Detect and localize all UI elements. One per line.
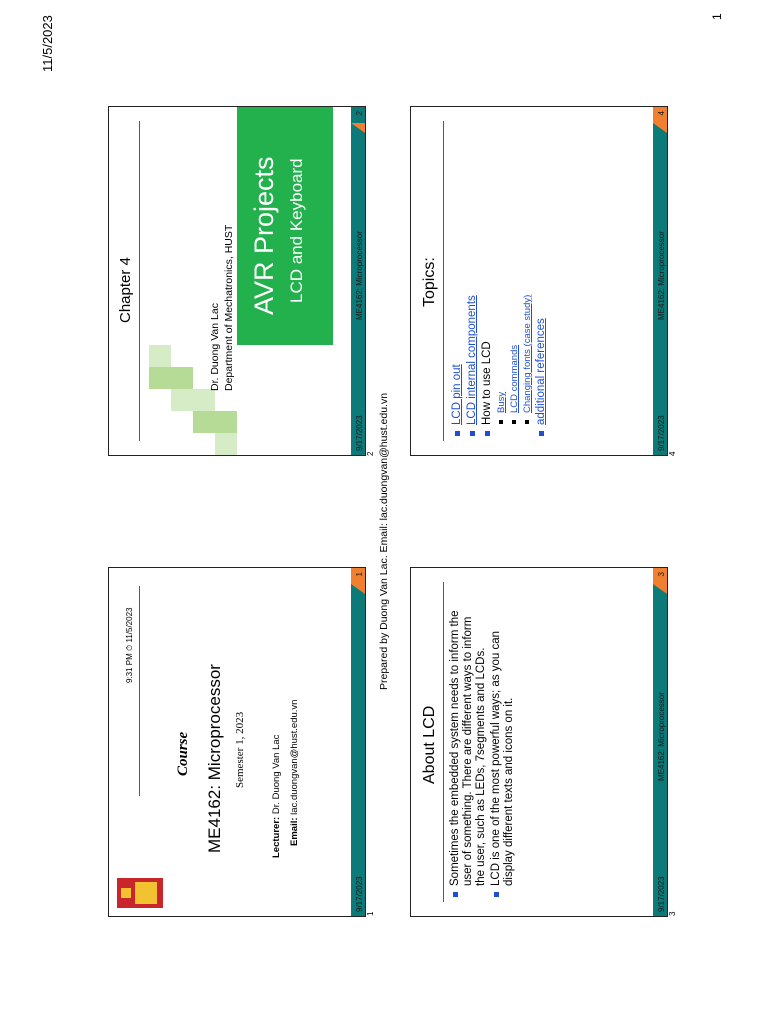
slide-2-department: Department of Mechatronics, HUST (223, 224, 235, 391)
slide-1-footer-page: 1 (355, 572, 364, 577)
slide-4-footer-course: ME4162: Microprocessor (657, 231, 666, 320)
slide-1-number-label: 1 (366, 911, 375, 916)
slide-2 (108, 106, 366, 456)
slide-4-footer (653, 107, 667, 455)
slide-2-author: Dr. Duong Van Lac (209, 303, 221, 391)
slide-1-time-line: 9:31 PM ⏱ 11/5/2023 (125, 607, 134, 683)
slide-3 (410, 567, 668, 917)
slide-1-course-label: Course (175, 731, 191, 776)
slide-4-footer-page: 4 (657, 111, 666, 116)
slide-3-bullets (449, 598, 518, 898)
slide-1-title: ME4162: Microprocessor (205, 664, 224, 853)
slide-3-rule (443, 582, 444, 902)
slide-2-footer (351, 107, 365, 455)
topic-link-lcd-commands[interactable]: LCD commands (509, 344, 520, 413)
slide-2-rule (139, 121, 140, 441)
bullet-item: Sometimes the embedded system needs to inform the user of something. There are different ways to inform the user, such as LEDs, 7segments and LCDs. (449, 598, 488, 898)
decor-square (149, 345, 171, 367)
subtopic-item[interactable] (496, 137, 507, 437)
lecturer-email: lac.duongvan@hust.edu.vn (289, 699, 300, 815)
slide-4 (410, 106, 668, 456)
slide-2-number-label: 2 (366, 451, 375, 456)
decor-square (193, 411, 215, 433)
slide-2-chapter: Chapter 4 (117, 257, 134, 323)
slide-4-number-label: 4 (668, 451, 677, 456)
slide-1 (108, 567, 366, 917)
topic-link-lcd-internal-components[interactable]: LCD internal components (466, 295, 478, 425)
title-banner (237, 107, 333, 345)
topic-item[interactable] (451, 137, 464, 437)
decor-square (193, 389, 215, 411)
slide-1-footer-date: 9/17/2023 (355, 876, 364, 912)
subtopic-item[interactable] (509, 137, 520, 437)
banner-title: AVR Projects (249, 156, 279, 315)
topic-link-busy[interactable]: Busy (496, 391, 507, 413)
slide-4-rule (443, 121, 444, 441)
topic-link-additional-references[interactable]: additional references (535, 318, 547, 425)
slide-1-rule (139, 586, 140, 796)
banner-subtitle: LCD and Keyboard (287, 158, 306, 303)
email-label: Email: (289, 817, 300, 846)
topic-item (481, 137, 494, 437)
decor-square (171, 367, 193, 389)
topic-item[interactable] (466, 137, 479, 437)
page-number: 1 (710, 13, 724, 20)
university-logo (117, 878, 163, 908)
topic-how-to-use-lcd: How to use LCD (481, 341, 493, 425)
topic-link-lcd-pin-out[interactable]: LCD pin out (451, 364, 463, 425)
lecturer-name: Dr. Duong Van Lac (271, 734, 282, 815)
slide-1-email-row (289, 700, 300, 846)
slide-3-footer-course: ME4162: Microprocessor (657, 692, 666, 781)
slide-3-number-label: 3 (668, 911, 677, 916)
slide-1-footer (351, 568, 365, 916)
page-date: 11/5/2023 (40, 15, 55, 72)
slide-3-footer-date: 9/17/2023 (657, 876, 666, 912)
slide-3-footer (653, 568, 667, 916)
slide-2-footer-date: 9/17/2023 (355, 415, 364, 451)
decor-square (215, 433, 237, 455)
topics-list (451, 137, 550, 437)
slide-4-title: Topics: (421, 257, 438, 307)
decor-square (149, 367, 171, 389)
decor-square (215, 411, 237, 433)
bullet-item: LCD is one of the most powerful ways; as you can display different texts and icons on it. (490, 598, 516, 898)
slide-2-footer-page: 2 (355, 111, 364, 116)
prepared-by-note: Prepared by Duong Van Lac. Email: lac.duongvan@hust.edu.vn (378, 392, 390, 690)
topic-item[interactable] (535, 137, 548, 437)
decor-square (171, 389, 193, 411)
subtopic-item[interactable] (522, 137, 533, 437)
slide-3-footer-page: 3 (657, 572, 666, 577)
lecturer-label: Lecturer: (271, 816, 282, 858)
slide-1-semester: Semester 1, 2023 (234, 711, 246, 788)
slide-1-lecturer-row (271, 735, 282, 858)
slide-3-title: About LCD (421, 705, 438, 784)
topic-link-changing-fonts[interactable]: Changing fonts (case study) (522, 294, 533, 413)
slide-2-footer-course: ME4162: Microprocessor (355, 231, 364, 320)
slide-4-footer-date: 9/17/2023 (657, 415, 666, 451)
